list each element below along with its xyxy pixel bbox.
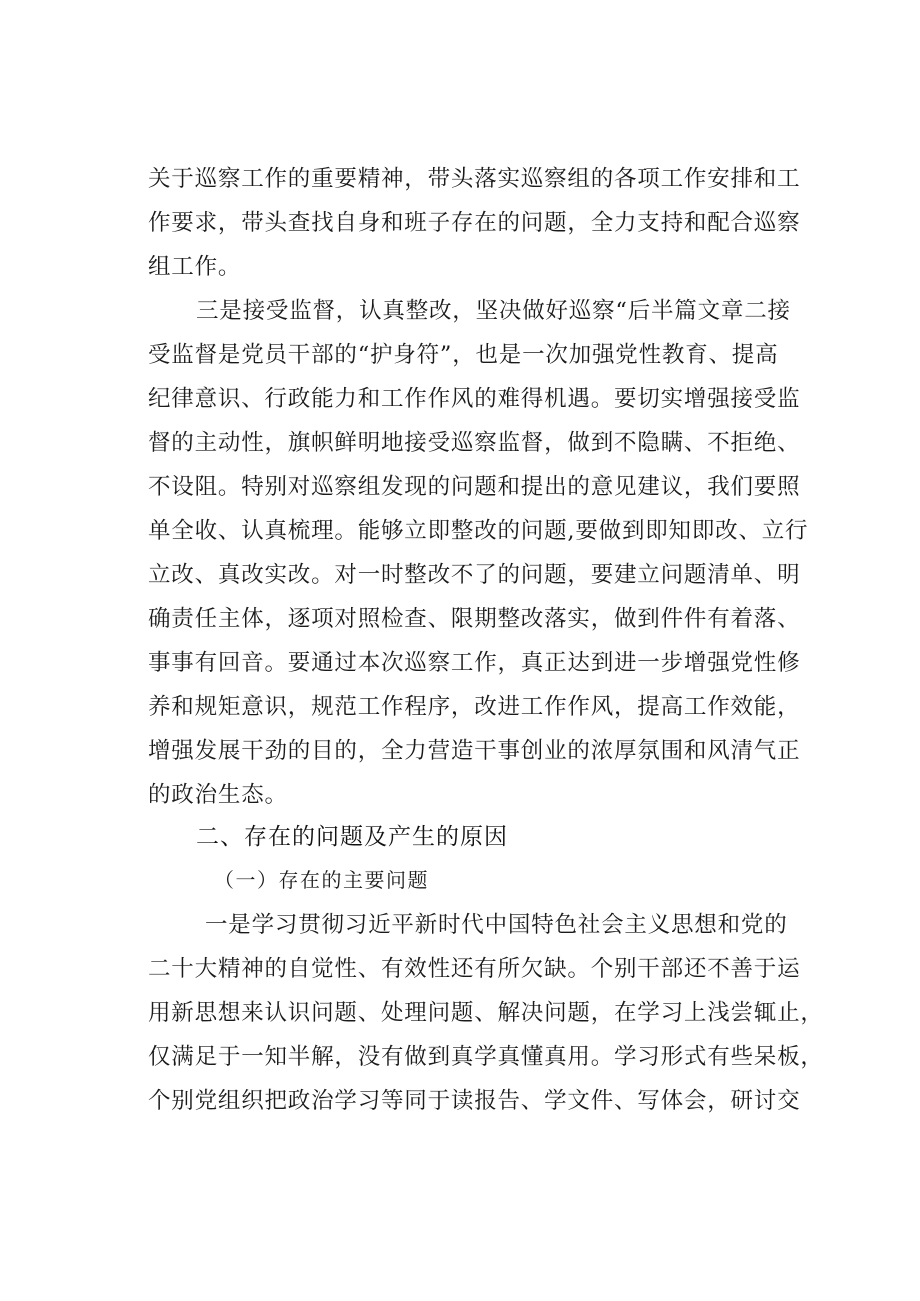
subsection-heading: （一）存在的主要问题 (214, 868, 429, 892)
para3-line-5: 个别党组织把政治学习等同于读报告、学文件、写体会，研讨交 (148, 1088, 801, 1114)
para2-line-4: 督的主动性，旗帜鲜明地接受巡察监督，做到不隐瞒、不拒绝、 (148, 430, 801, 456)
section-heading: 二、存在的问题及产生的原因 (196, 824, 508, 850)
para2-line-7: 立改、真改实改。对一时整改不了的问题，要建立问题清单、明 (148, 562, 801, 588)
para2-line-5: 不设阻。特别对巡察组发现的问题和提出的意见建议，我们要照 (148, 474, 801, 500)
para3-line-4: 仅满足于一知半解，没有做到真学真懂真用。学习形式有些呆板， (148, 1044, 824, 1070)
para2-line-12: 的政治生态。 (148, 782, 288, 808)
para2-line-6: 单全收、认真梳理。能够立即整改的问题,要做到即知即改、立行 (148, 518, 809, 544)
para2-line-2: 受监督是党员干部的“护身符”，也是一次加强党性教育、提高 (148, 342, 779, 368)
para3-line-2: 二十大精神的自觉性、有效性还有所欠缺。个别干部还不善于运 (148, 956, 801, 982)
para2-line-10: 养和规矩意识，规范工作程序，改进工作作风，提高工作效能， (148, 694, 801, 720)
para3-line-3: 用新思想来认识问题、处理问题、解决问题，在学习上浅尝辄止， (148, 1000, 824, 1026)
para2-line-3: 纪律意识、行政能力和工作作风的难得机遇。要切实增强接受监 (148, 386, 801, 412)
para1-line-3: 组工作。 (148, 254, 242, 280)
para2-line-11: 增强发展干劲的目的，全力营造干事创业的浓厚氛围和风清气正 (148, 738, 801, 764)
para1-line-1: 关于巡察工作的重要精神，带头落实巡察组的各项工作安排和工 (148, 166, 801, 192)
para2-line-8: 确责任主体，逐项对照检查、限期整改落实，做到件件有着落、 (148, 606, 801, 632)
para2-line-9: 事事有回音。要通过本次巡察工作，真正达到进一步增强党性修 (148, 650, 801, 676)
para3-line-1: 一是学习贯彻习近平新时代中国特色社会主义思想和党的 (205, 912, 788, 938)
para2-line-1: 三是接受监督，认真整改，坚决做好巡察“后半篇文章二接 (196, 298, 791, 324)
para1-line-2: 作要求，带头查找自身和班子存在的问题，全力支持和配合巡察 (148, 210, 801, 236)
